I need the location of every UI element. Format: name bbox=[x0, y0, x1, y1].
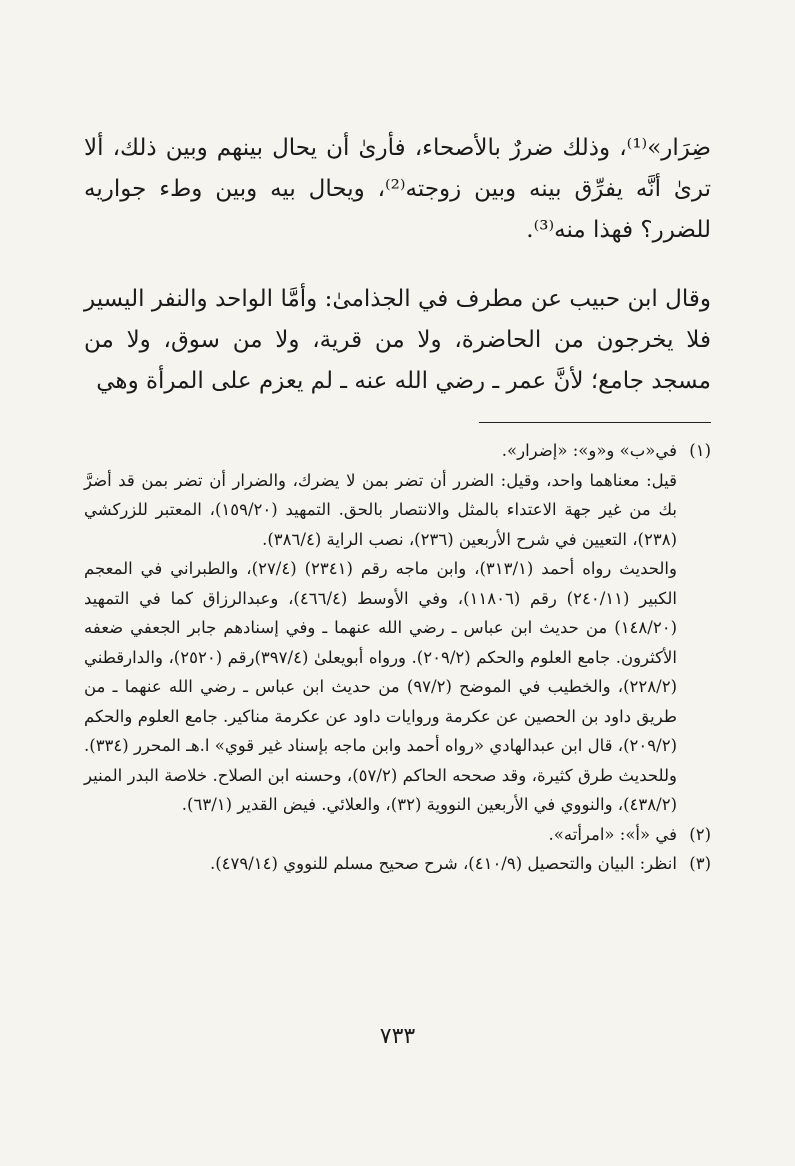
footnote-1-paragraph-b: والحديث رواه أحمد (٣١٣/١)، وابن ماجه رقم (٢٣٤١) (٢٧/٤)، والطبراني في المعجم الكبير (٢٤٠/١١) رقم (١١٨٠٦)، وفي الأوسط (٤٦٦/٤)، وعبدالرزاق كما في التمهيد (١٤٨/٢٠) من حديث ابن عباس ـ رضي الله عنهما ـ وفي إسنادهم جابر الجعفي ضعفه الأكثرون. جامع العلوم والحكم (٢٠٩/٢). ورواه أبويعلىٰ (٣٩٧/٤)رقم (٢٥٢٠)، والدارقطني (٢٢٨/٢)، والخطيب في الموضح (٩٧/٢) من حديث ابن عباس ـ رضي الله عنهما ـ من طريق داود بن الحصين عن عكرمة وروايات داود عن عكرمة مناكير. جامع العلوم والحكم (٢٠٩/٢)، قال ابن عبدالهادي «رواه أحمد وابن ماجه بإسناد غير قوي» ا.هـ المحرر (٣٣٤). وللحديث طرق كثيرة، وقد صححه الحاكم (٥٧/٢)، وحسنه ابن الصلاح. خلاصة البدر المنير (٤٣٨/٢)، والنووي في الأربعين النووية (٣٢)، والعلائي. فيض القدير (٦٣/١). bbox=[84, 559, 678, 814]
footnote-text: في «أ»: «امرأته». bbox=[548, 824, 677, 844]
footnote-1-paragraph-a: قيل: معناهما واحد، وقيل: الضرر أن تضر بمن لا يضرك، والضرار أن تضر بمن قد أضرَّ بك من غير جهة الاعتداء بالمثل والانتصار بالحق. التمهيد (١٥٩/٢٠)، المعتبر للزركشي (٢٣٨)، التعيين في شرح الأربعين (٢٣٦)، نصب الراية (٣٨٦/٤). bbox=[84, 470, 677, 549]
main-paragraph-1: ضِرَار»⁽¹⁾، وذلك ضررٌ بالأصحاء، فأرىٰ أن يحال بينهم وبين ذلك، ألا ترىٰ أنَّه يفرِّق بينه وبين زوجته⁽²⁾، ويحال بيه وبين وطء جواريه للضرر؟ فهذا منه⁽³⁾. bbox=[84, 135, 711, 243]
footnote-2 bbox=[84, 820, 711, 850]
footnote-3 bbox=[84, 849, 711, 879]
footnote-number: (٣) bbox=[689, 854, 711, 873]
page-number: ٧٣٣ bbox=[379, 1024, 416, 1049]
footnote-separator bbox=[479, 422, 711, 423]
footnote-1 bbox=[84, 436, 711, 466]
footnote-text: في«ب» و«و»: «إضرار». bbox=[501, 441, 677, 460]
footnote-number: (٢) bbox=[689, 824, 711, 844]
footnotes bbox=[84, 436, 711, 879]
footnote-text: انظر: البيان والتحصيل (٤١٠/٩)، شرح صحيح مسلم للنووي (٤٧٩/١٤). bbox=[209, 854, 677, 873]
main-paragraph-2: وقال ابن حبيب عن مطرف في الجذامىٰ: وأمَّا الواحد والنفر اليسير فلا يخرجون من الحاضرة، ولا من قرية، ولا من سوق، ولا من مسجد جامع؛ لأنَّ عمر ـ رضي الله عنه ـ لم يعزم على المرأة وهي bbox=[84, 286, 711, 394]
main-text bbox=[84, 128, 711, 402]
footnote-number: (١) bbox=[689, 441, 711, 460]
